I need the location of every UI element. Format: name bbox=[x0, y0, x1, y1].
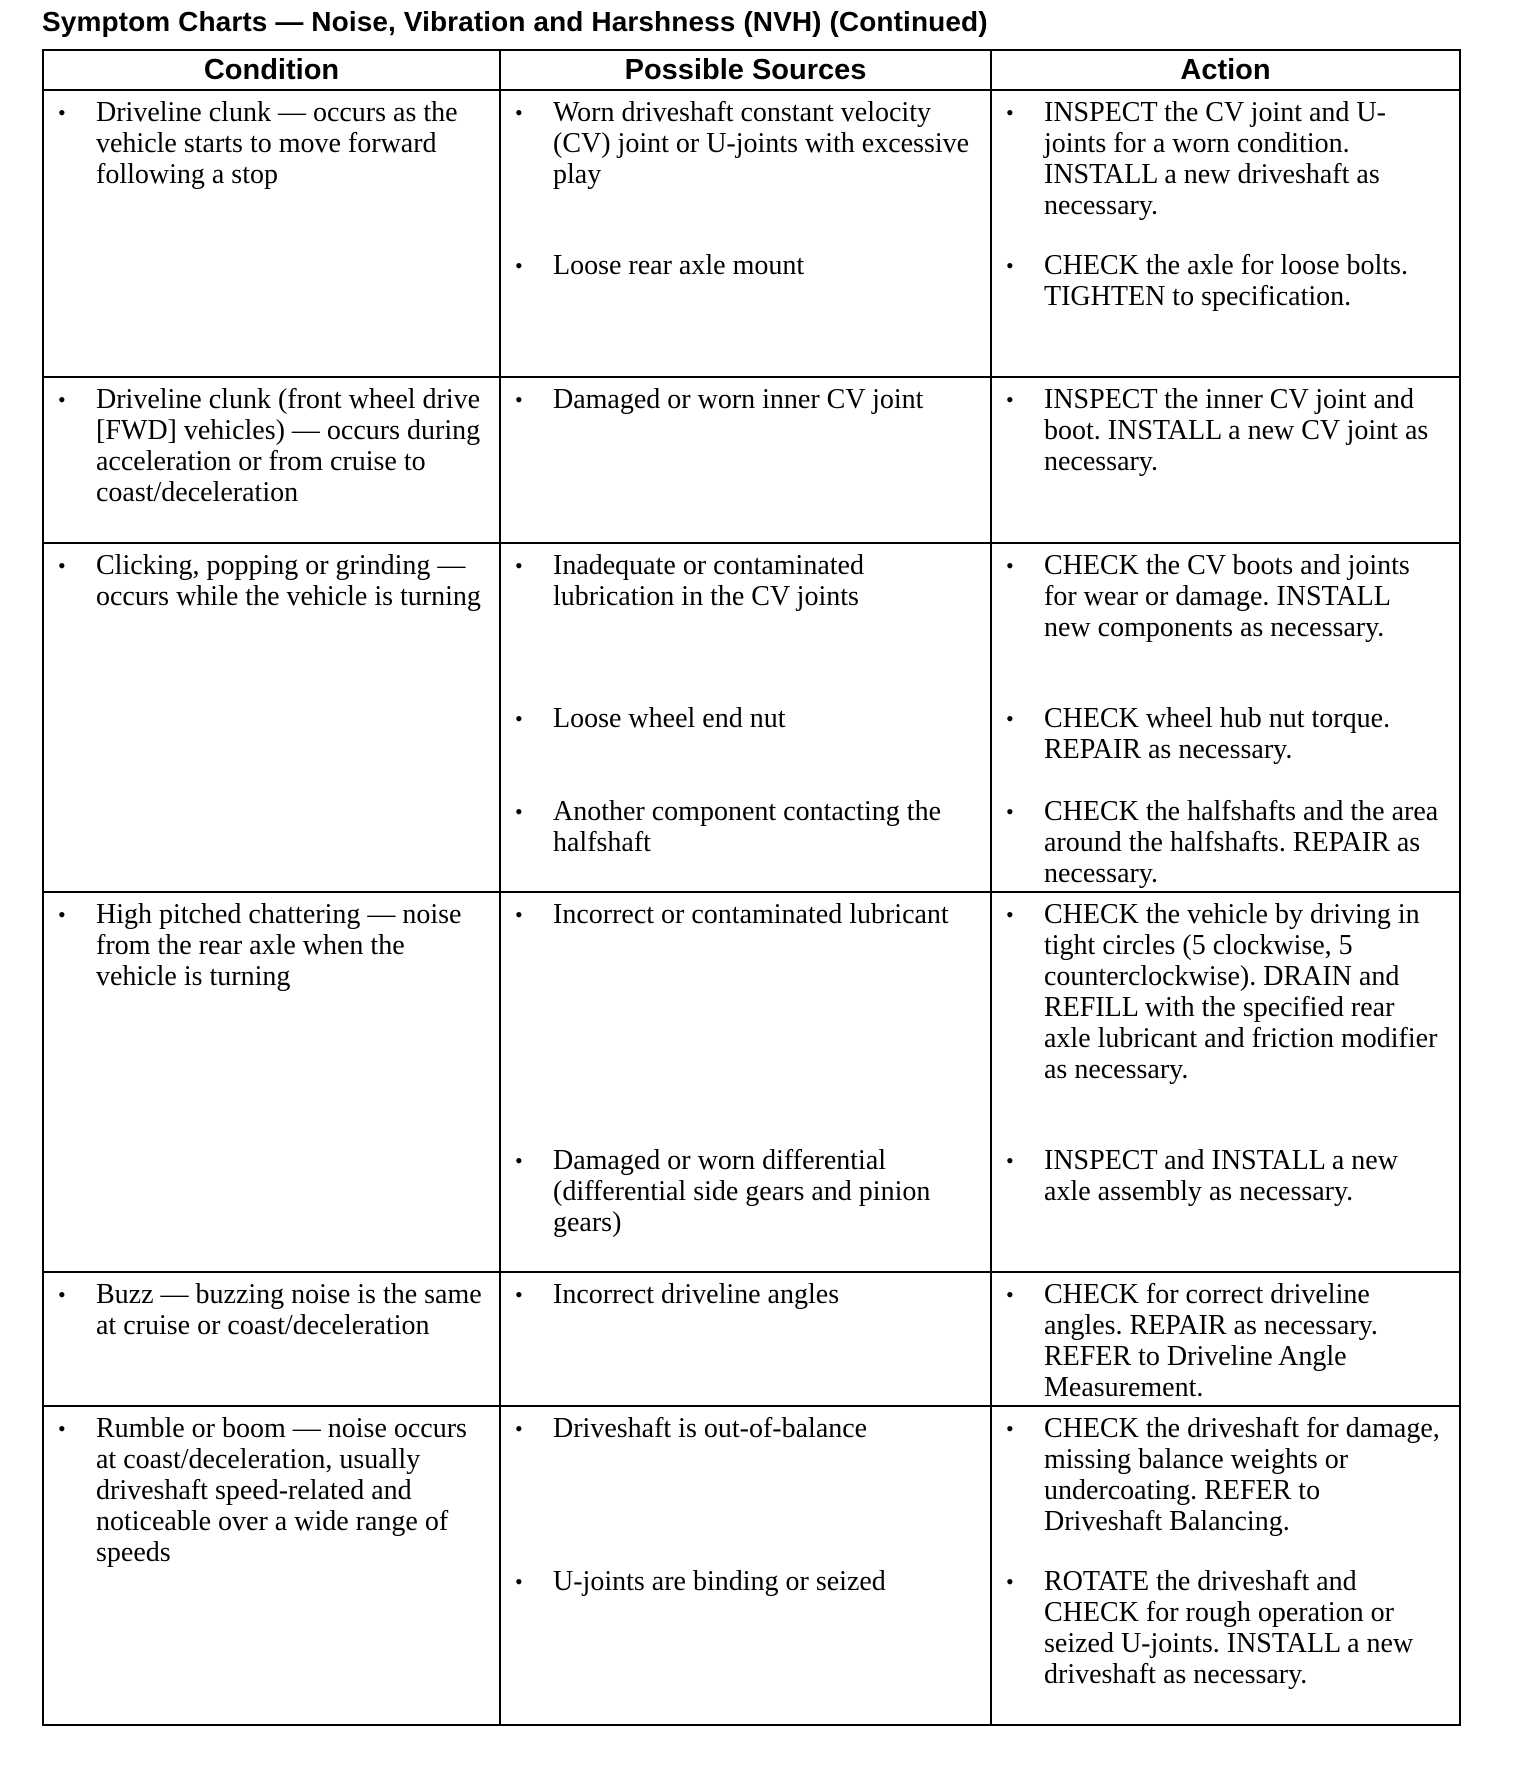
action-cell bbox=[991, 90, 1460, 377]
header-possible-sources: Possible Sources bbox=[500, 50, 991, 90]
action-cell bbox=[991, 1406, 1460, 1725]
bullet-icon: • bbox=[58, 1416, 66, 1441]
table-row bbox=[43, 1272, 1460, 1406]
action-item-text: CHECK the vehicle by driving in tight circles (5 clockwise, 5 counterclockwise). DRAIN and REFILL with the specified rear axle lubricant and friction modifier as necessary. bbox=[1044, 899, 1438, 1085]
action-item-text: CHECK the axle for loose bolts. TIGHTEN to specification. bbox=[1044, 250, 1408, 312]
possible-sources-cell bbox=[500, 1406, 991, 1725]
condition-item-text: Clicking, popping or grinding — occurs while the vehicle is turning bbox=[96, 550, 481, 612]
action-item bbox=[1000, 1566, 1443, 1690]
source-item bbox=[509, 1145, 974, 1238]
source-item bbox=[509, 796, 974, 858]
action-item bbox=[1000, 1413, 1443, 1537]
action-item bbox=[1000, 1279, 1443, 1403]
action-item bbox=[1000, 1145, 1443, 1207]
bullet-icon: • bbox=[1006, 1282, 1014, 1307]
action-item-text: CHECK for correct driveline angles. REPAIR as necessary. REFER to Driveline Angle Measurement. bbox=[1044, 1279, 1378, 1403]
source-item-text: Incorrect or contaminated lubricant bbox=[553, 899, 949, 930]
bullet-icon: • bbox=[515, 100, 523, 125]
possible-sources-cell bbox=[500, 377, 991, 543]
condition-cell bbox=[43, 90, 500, 377]
bullet-icon: • bbox=[1006, 553, 1014, 578]
source-item bbox=[509, 1413, 974, 1444]
bullet-icon: • bbox=[515, 1569, 523, 1594]
source-item-text: Damaged or worn inner CV joint bbox=[553, 384, 924, 415]
table-row bbox=[43, 892, 1460, 1272]
table-row bbox=[43, 377, 1460, 543]
condition-item-text: Driveline clunk (front wheel drive [FWD] vehicles) — occurs during acceleration or from cruise to coast/deceleration bbox=[96, 384, 481, 508]
bullet-icon: • bbox=[1006, 253, 1014, 278]
action-cell bbox=[991, 543, 1460, 892]
table-row bbox=[43, 543, 1460, 892]
source-item bbox=[509, 899, 974, 930]
source-item-text: Another component contacting the halfshaft bbox=[553, 796, 941, 858]
action-cell bbox=[991, 1272, 1460, 1406]
action-item-text: CHECK wheel hub nut torque. REPAIR as necessary. bbox=[1044, 703, 1391, 765]
condition-cell bbox=[43, 892, 500, 1272]
source-item-text: Inadequate or contaminated lubrication in the CV joints bbox=[553, 550, 864, 612]
condition-item bbox=[52, 97, 483, 190]
bullet-icon: • bbox=[58, 387, 66, 412]
source-item-text: Damaged or worn differential (differential side gears and pinion gears) bbox=[553, 1145, 931, 1238]
bullet-icon: • bbox=[515, 706, 523, 731]
possible-sources-cell bbox=[500, 892, 991, 1272]
source-item bbox=[509, 550, 974, 612]
action-item-text: INSPECT the CV joint and U-joints for a worn condition. INSTALL a new driveshaft as necessary. bbox=[1044, 97, 1386, 221]
source-item bbox=[509, 97, 974, 190]
condition-item-text: Buzz — buzzing noise is the same at cruise or coast/deceleration bbox=[96, 1279, 482, 1341]
bullet-icon: • bbox=[58, 902, 66, 927]
condition-item bbox=[52, 899, 483, 992]
action-item bbox=[1000, 550, 1443, 643]
action-item bbox=[1000, 796, 1443, 889]
action-cell bbox=[991, 377, 1460, 543]
condition-item-text: High pitched chattering — noise from the rear axle when the vehicle is turning bbox=[96, 899, 462, 992]
possible-sources-cell bbox=[500, 543, 991, 892]
action-item bbox=[1000, 250, 1443, 312]
bullet-icon: • bbox=[515, 1282, 523, 1307]
header-action: Action bbox=[991, 50, 1460, 90]
condition-item-text: Driveline clunk — occurs as the vehicle starts to move forward following a stop bbox=[96, 97, 458, 190]
source-item-text: U-joints are binding or seized bbox=[553, 1566, 886, 1597]
condition-item bbox=[52, 384, 483, 508]
condition-cell bbox=[43, 1272, 500, 1406]
source-item bbox=[509, 384, 974, 415]
action-item bbox=[1000, 899, 1443, 1085]
source-item-text: Worn driveshaft constant velocity (CV) joint or U-joints with excessive play bbox=[553, 97, 970, 190]
condition-item bbox=[52, 1279, 483, 1341]
action-item-text: CHECK the halfshafts and the area around the halfshafts. REPAIR as necessary. bbox=[1044, 796, 1439, 889]
header-condition: Condition bbox=[43, 50, 500, 90]
possible-sources-cell bbox=[500, 1272, 991, 1406]
bullet-icon: • bbox=[515, 1148, 523, 1173]
bullet-icon: • bbox=[515, 902, 523, 927]
bullet-icon: • bbox=[58, 1282, 66, 1307]
condition-cell bbox=[43, 543, 500, 892]
bullet-icon: • bbox=[1006, 1569, 1014, 1594]
condition-item bbox=[52, 1413, 483, 1568]
source-item bbox=[509, 1279, 974, 1310]
source-item bbox=[509, 250, 974, 281]
action-item-text: CHECK the driveshaft for damage, missing balance weights or undercoating. REFER to Driveshaft Balancing. bbox=[1044, 1413, 1440, 1537]
bullet-icon: • bbox=[515, 799, 523, 824]
source-item bbox=[509, 1566, 974, 1597]
bullet-icon: • bbox=[1006, 387, 1014, 412]
action-item-text: CHECK the CV boots and joints for wear or damage. INSTALL new components as necessary. bbox=[1044, 550, 1410, 643]
source-item-text: Driveshaft is out-of-balance bbox=[553, 1413, 868, 1444]
action-cell bbox=[991, 892, 1460, 1272]
bullet-icon: • bbox=[1006, 100, 1014, 125]
source-item-text: Incorrect driveline angles bbox=[553, 1279, 840, 1310]
action-item bbox=[1000, 97, 1443, 221]
source-item-text: Loose rear axle mount bbox=[553, 250, 805, 281]
condition-item bbox=[52, 550, 483, 612]
bullet-icon: • bbox=[1006, 902, 1014, 927]
bullet-icon: • bbox=[515, 253, 523, 278]
table-row bbox=[43, 90, 1460, 377]
symptom-chart-table bbox=[42, 49, 1461, 1726]
table-row bbox=[43, 1406, 1460, 1725]
condition-cell bbox=[43, 1406, 500, 1725]
action-item bbox=[1000, 384, 1443, 477]
action-item-text: ROTATE the driveshaft and CHECK for rough operation or seized U-joints. INSTALL a new driveshaft as necessary. bbox=[1044, 1566, 1414, 1690]
action-item-text: INSPECT the inner CV joint and boot. INSTALL a new CV joint as necessary. bbox=[1044, 384, 1429, 477]
source-item bbox=[509, 703, 974, 734]
bullet-icon: • bbox=[515, 1416, 523, 1441]
bullet-icon: • bbox=[1006, 799, 1014, 824]
bullet-icon: • bbox=[58, 553, 66, 578]
action-item bbox=[1000, 703, 1443, 765]
condition-item-text: Rumble or boom — noise occurs at coast/deceleration, usually driveshaft speed-related and noticeable over a wide range of speeds bbox=[96, 1413, 467, 1568]
condition-cell bbox=[43, 377, 500, 543]
possible-sources-cell bbox=[500, 90, 991, 377]
page-title: Symptom Charts — Noise, Vibration and Harshness (NVH) (Continued) bbox=[42, 6, 988, 37]
bullet-icon: • bbox=[1006, 1416, 1014, 1441]
bullet-icon: • bbox=[1006, 1148, 1014, 1173]
bullet-icon: • bbox=[58, 100, 66, 125]
action-item-text: INSPECT and INSTALL a new axle assembly as necessary. bbox=[1044, 1145, 1398, 1207]
bullet-icon: • bbox=[515, 553, 523, 578]
table-header-row bbox=[43, 50, 1460, 90]
bullet-icon: • bbox=[515, 387, 523, 412]
bullet-icon: • bbox=[1006, 706, 1014, 731]
source-item-text: Loose wheel end nut bbox=[553, 703, 786, 734]
